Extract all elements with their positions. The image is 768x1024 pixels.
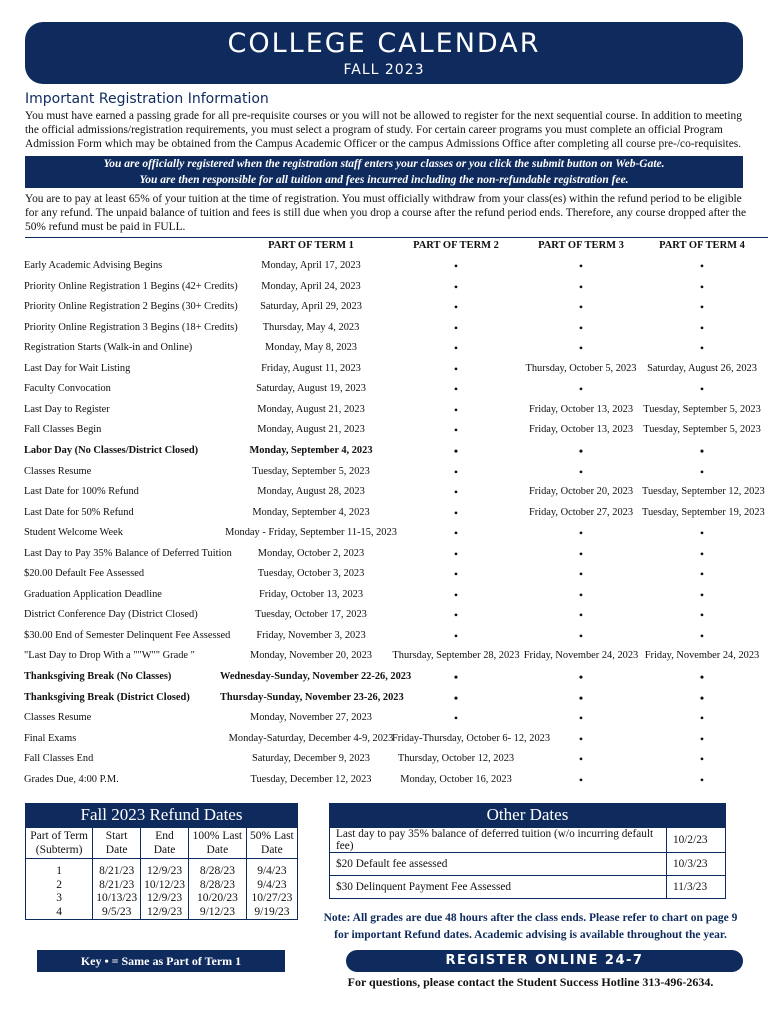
date-cell: Monday, August 21, 2023	[257, 424, 365, 436]
event-label: Fall Classes End	[24, 753, 94, 765]
date-cell: Saturday, December 9, 2023	[252, 753, 370, 765]
event-label: Fall Classes Begin	[24, 424, 102, 436]
grades-note: Note: All grades are due 48 hours after the class ends. Please refer to chart on page 9 for important Refund dates. Academic advising is available throughout the year.	[323, 912, 738, 941]
date-cell: •	[453, 402, 459, 417]
date-cell: Tuesday, September 19, 2023	[642, 506, 765, 518]
date-cell: •	[699, 279, 705, 294]
date-cell: •	[699, 382, 705, 397]
date-cell: •	[699, 711, 705, 726]
table-row	[0, 608, 768, 629]
date-cell: •	[453, 526, 459, 541]
table-row: 1 8/21/23 12/9/23 8/28/23 9/4/23	[26, 859, 298, 879]
table-row	[0, 752, 768, 773]
table-row	[0, 300, 768, 321]
date-cell: Friday, October 13, 2023	[258, 588, 364, 600]
date-cell: Tuesday, December 12, 2023	[250, 773, 372, 785]
event-label: Labor Day (No Classes/District Closed)	[24, 444, 199, 456]
date-cell: Friday, October 20, 2023	[528, 486, 634, 498]
table-row	[0, 526, 768, 547]
date-cell: •	[453, 341, 459, 356]
event-label: Thanksgiving Break (District Closed)	[24, 691, 190, 703]
other-dates-table	[329, 827, 726, 899]
event-label: Grades Due, 4:00 P.M.	[24, 773, 119, 785]
event-label: Last Date for 100% Refund	[24, 486, 139, 498]
column-header-term-2: PART OF TERM 2	[413, 240, 499, 251]
payment-paragraph: You are to pay at least 65% of your tuition at the time of registration. You must officially withdraw from your class(es) within the refund period to be eligible for any refund. The unpaid balance of tuition and fees is still due when you drop a course after the refund period ends. Therefore, any course dropped after the 50% refund must be paid in FULL.	[25, 193, 747, 233]
date-cell: Friday, October 13, 2023	[528, 403, 634, 415]
registration-heading: Important Registration Information	[25, 91, 269, 107]
table-row	[0, 485, 768, 506]
date-cell: Friday, November 3, 2023	[256, 629, 366, 641]
date-cell: Monday, August 28, 2023	[257, 486, 365, 498]
date-cell: •	[453, 608, 459, 623]
date-cell: •	[699, 587, 705, 602]
date-cell: •	[578, 752, 584, 767]
date-cell: •	[699, 443, 705, 458]
date-cell: Saturday, August 19, 2023	[256, 383, 366, 395]
date-cell: Friday, November 24, 2023	[523, 650, 639, 662]
event-label: Student Welcome Week	[24, 527, 123, 539]
register-online-banner: REGISTER ONLINE 24-7	[346, 950, 743, 972]
date-cell: •	[578, 259, 584, 273]
date-cell: •	[699, 526, 705, 541]
event-label: $30.00 End of Semester Delinquent Fee Assessed	[24, 629, 231, 641]
refund-header: Start Date	[93, 828, 141, 859]
event-label: Priority Online Registration 3 Begins (18+ Credits)	[24, 321, 238, 333]
date-cell: •	[453, 670, 459, 684]
event-label: Final Exams	[24, 732, 77, 744]
event-label: Last Day to Pay 35% Balance of Deferred Tuition	[24, 547, 232, 559]
date-cell: •	[453, 443, 459, 458]
event-label: Priority Online Registration 1 Begins (42+ Credits)	[24, 280, 238, 292]
table-row	[0, 341, 768, 362]
date-cell: Monday, April 24, 2023	[261, 280, 361, 292]
table-row	[0, 732, 768, 753]
event-label: $20.00 Default Fee Assessed	[24, 568, 145, 580]
table-row	[0, 649, 768, 670]
event-label: Graduation Application Deadline	[24, 588, 162, 600]
date-cell: •	[578, 608, 584, 623]
date-cell: Monday, September 4, 2023	[249, 444, 373, 456]
date-cell: •	[699, 341, 705, 356]
date-cell: Friday, November 24, 2023	[644, 650, 760, 662]
date-cell: •	[453, 423, 459, 438]
event-label: Registration Starts (Walk-in and Online)	[24, 342, 193, 354]
date-cell: •	[699, 464, 705, 479]
date-cell: •	[453, 485, 459, 500]
date-cell: •	[699, 752, 705, 767]
date-cell: Saturday, April 29, 2023	[260, 301, 362, 313]
table-row	[0, 444, 768, 465]
table-row: 2 8/21/23 10/12/23 8/28/23 9/4/23	[26, 879, 298, 893]
event-label: Early Academic Advising Begins	[24, 260, 163, 271]
date-cell: •	[578, 546, 584, 561]
date-cell: Tuesday, September 5, 2023	[252, 465, 370, 477]
page-title: COLLEGE CALENDAR	[227, 28, 541, 59]
refund-title: Fall 2023 Refund Dates	[25, 803, 298, 827]
table-row: $30 Delinquent Payment Fee Assessed 11/3/23	[330, 876, 726, 899]
table-row	[0, 547, 768, 568]
date-cell: Monday, October 16, 2023	[400, 773, 512, 785]
date-cell: •	[453, 567, 459, 582]
column-header-term-3: PART OF TERM 3	[538, 240, 624, 251]
date-cell: •	[453, 382, 459, 397]
table-row	[0, 465, 768, 486]
date-cell: •	[699, 259, 705, 273]
date-cell: •	[699, 628, 705, 643]
date-cell: •	[453, 628, 459, 643]
table-row	[0, 423, 768, 444]
table-row	[0, 362, 768, 383]
table-row	[0, 280, 768, 301]
other-dates-title: Other Dates	[329, 803, 726, 827]
date-cell: Monday-Saturday, December 4-9, 2023	[228, 732, 394, 744]
event-label: "Last Day to Drop With a ""W"" Grade "	[24, 650, 195, 662]
notice-line-2: You are then responsible for all tuition and fees incurred including the non-refundable registration fee.	[139, 174, 629, 186]
date-cell: •	[453, 279, 459, 294]
date-cell: •	[453, 711, 459, 726]
column-header-term-4: PART OF TERM 4	[659, 240, 745, 251]
table-row	[0, 403, 768, 424]
table-row	[0, 773, 768, 794]
date-cell: •	[453, 690, 459, 705]
date-cell: •	[453, 546, 459, 561]
date-cell: •	[453, 361, 459, 376]
event-label: Thanksgiving Break (No Classes)	[24, 671, 172, 682]
date-cell: Tuesday, October 3, 2023	[257, 568, 365, 580]
date-cell: •	[578, 731, 584, 746]
refund-dates-box	[25, 803, 298, 920]
date-cell: Friday, August 11, 2023	[261, 362, 361, 374]
date-cell: •	[453, 320, 459, 335]
table-row	[0, 691, 768, 712]
date-cell: Thursday, September 28, 2023	[392, 650, 520, 662]
date-cell: Saturday, August 26, 2023	[647, 362, 757, 374]
date-cell: •	[699, 670, 705, 684]
notice-line-1: You are officially registered when the registration staff enters your classes or you click the submit button on Web-Gate.	[103, 158, 665, 170]
date-cell: •	[578, 567, 584, 582]
contact-line: For questions, please contact the Student Success Hotline 313-496-2634.	[347, 975, 714, 989]
date-cell: •	[578, 382, 584, 397]
date-cell: •	[578, 670, 584, 684]
table-row: 4 9/5/23 12/9/23 9/12/23 9/19/23	[26, 906, 298, 920]
date-cell: Monday, May 8, 2023	[265, 342, 357, 354]
date-cell: Thursday-Sunday, November 23-26, 2023	[220, 691, 404, 703]
date-cell: Tuesday, September 12, 2023	[642, 486, 765, 498]
date-cell: •	[453, 505, 459, 520]
table-row	[0, 506, 768, 527]
date-cell: Monday, November 27, 2023	[250, 712, 372, 724]
date-cell: Thursday, May 4, 2023	[262, 321, 360, 333]
event-label: Last Day to Register	[24, 403, 110, 415]
table-row	[0, 567, 768, 588]
refund-header: Part of Term (Subterm)	[26, 828, 93, 859]
table-row	[0, 321, 768, 342]
date-cell: •	[578, 320, 584, 335]
date-cell: Monday - Friday, September 11-15, 2023	[225, 527, 397, 539]
date-cell: Thursday, October 12, 2023	[397, 753, 515, 765]
date-cell: •	[578, 279, 584, 294]
date-cell: •	[453, 300, 459, 315]
date-cell: Tuesday, October 17, 2023	[255, 609, 367, 621]
title-banner	[25, 22, 743, 84]
event-label: Classes Resume	[24, 712, 92, 724]
date-cell: •	[699, 690, 705, 705]
date-cell: •	[578, 300, 584, 315]
date-cell: Tuesday, September 5, 2023	[643, 403, 761, 415]
other-dates-box	[329, 803, 726, 899]
table-row: Last day to pay 35% balance of deferred tuition (w/o incurring default fee) 10/2/23	[330, 828, 726, 853]
table-row	[0, 259, 768, 280]
table-row	[0, 382, 768, 403]
date-cell: •	[699, 731, 705, 746]
date-cell: •	[578, 464, 584, 479]
date-cell: Friday-Thursday, October 6- 12, 2023	[392, 732, 551, 744]
registration-notice	[25, 156, 743, 188]
date-cell: Monday, November 20, 2023	[250, 650, 372, 662]
refund-header: 50% Last Date	[246, 828, 297, 859]
date-cell: Thursday, October 5, 2023	[525, 362, 637, 374]
table-row	[0, 629, 768, 650]
date-cell: •	[699, 772, 705, 787]
date-cell: Monday, September 4, 2023	[252, 506, 370, 518]
date-cell: Monday, April 17, 2023	[261, 260, 361, 271]
registration-paragraph: You must have earned a passing grade for all pre-requisite courses or you will not be allowed to register for the next sequential course. In addition to meeting the official admissions/registration requirements, you must select a program of study. For certain career programs you must complete an official Program Admission Form which may be obtained from the Campus Academic Officer or the campus Admissions Office after completing all course pre-/co-requisites.	[25, 110, 742, 150]
date-cell: •	[699, 320, 705, 335]
date-cell: •	[578, 443, 584, 458]
column-header-term-1: PART OF TERM 1	[268, 240, 354, 251]
table-row	[0, 588, 768, 609]
date-cell: •	[578, 526, 584, 541]
date-cell: Wednesday-Sunday, November 22-26, 2023	[220, 671, 412, 682]
table-top-rule	[25, 237, 768, 238]
date-cell: •	[578, 772, 584, 787]
date-cell: •	[699, 567, 705, 582]
table-row: 3 10/13/23 12/9/23 10/20/23 10/27/23	[26, 892, 298, 906]
event-label: Classes Resume	[24, 465, 92, 477]
date-cell: •	[578, 628, 584, 643]
event-label: District Conference Day (District Closed)	[24, 609, 198, 621]
date-cell: •	[578, 587, 584, 602]
event-label: Priority Online Registration 2 Begins (30+ Credits)	[24, 301, 238, 313]
date-cell: •	[699, 608, 705, 623]
date-cell: •	[578, 690, 584, 705]
date-cell: •	[699, 546, 705, 561]
event-label: Last Date for 50% Refund	[24, 506, 134, 518]
date-cell: Monday, August 21, 2023	[257, 403, 365, 415]
refund-table	[25, 827, 298, 920]
date-cell: Friday, October 27, 2023	[528, 506, 634, 518]
refund-header: 100% Last Date	[189, 828, 247, 859]
refund-header: End Date	[141, 828, 189, 859]
date-cell: •	[578, 341, 584, 356]
date-cell: Friday, October 13, 2023	[528, 424, 634, 436]
table-row: $20 Default fee assessed 10/3/23	[330, 853, 726, 876]
date-cell: •	[699, 300, 705, 315]
date-cell: •	[453, 259, 459, 273]
term-subtitle: FALL 2023	[343, 62, 425, 78]
date-cell: Tuesday, September 5, 2023	[643, 424, 761, 436]
legend-key: Key • = Same as Part of Term 1	[37, 950, 285, 972]
date-cell: •	[453, 464, 459, 479]
date-cell: •	[578, 711, 584, 726]
event-label: Faculty Convocation	[24, 383, 111, 395]
table-row	[0, 670, 768, 691]
event-label: Last Day for Wait Listing	[24, 362, 131, 374]
table-row	[0, 711, 768, 732]
date-cell: Monday, October 2, 2023	[257, 547, 365, 559]
date-cell: •	[453, 587, 459, 602]
